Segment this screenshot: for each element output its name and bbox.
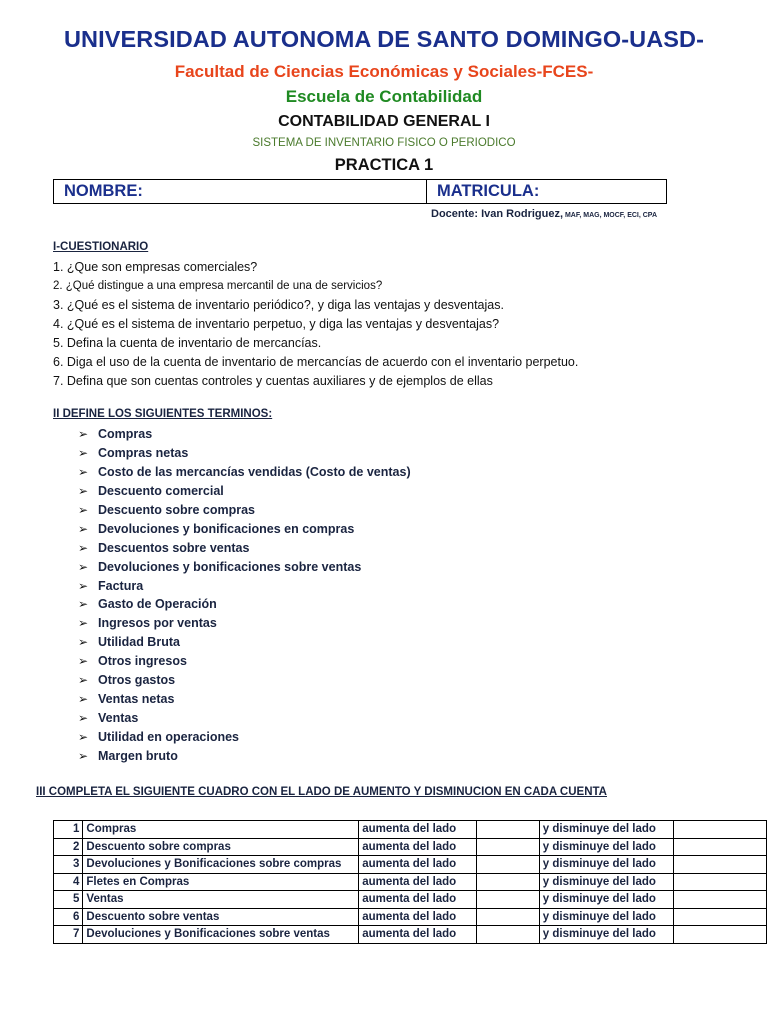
arrowhead-bullet-icon: ➢	[78, 730, 89, 744]
terms-list	[78, 425, 411, 766]
course-title: CONTABILIDAD GENERAL I	[278, 113, 490, 130]
increase-label: aumenta del lado	[359, 856, 477, 874]
term-label: Ventas netas	[98, 692, 175, 707]
decrease-label: y disminuye del lado	[539, 838, 673, 856]
term-label: Otros gastos	[98, 673, 176, 688]
term-label: Margen bruto	[98, 748, 178, 763]
list-item	[78, 463, 411, 482]
arrowhead-bullet-icon: ➢	[78, 427, 89, 441]
term-label: Compras netas	[98, 445, 189, 460]
table-row	[54, 926, 767, 944]
list-item	[78, 652, 411, 671]
increase-label: aumenta del lado	[359, 873, 477, 891]
cuestionario-heading: I-CUESTIONARIO	[53, 241, 149, 253]
cuadro-heading: III COMPLETA EL SIGUIENTE CUADRO CON EL LADO DE AUMENTO Y DISMINUCION EN CADA CUENTA	[36, 786, 607, 798]
table-row	[54, 908, 767, 926]
docente-name: Docente: Ivan Rodriguez,	[431, 208, 564, 220]
faculty-title: Facultad de Ciencias Económicas y Sociales-FCES-	[174, 62, 594, 81]
increase-label: aumenta del lado	[359, 821, 477, 839]
list-item	[78, 633, 411, 652]
term-label: Descuento comercial	[98, 483, 224, 498]
matricula-field[interactable]	[426, 179, 667, 204]
list-item	[78, 690, 411, 709]
term-label: Ingresos por ventas	[98, 616, 217, 631]
term-label: Gasto de Operación	[98, 597, 217, 612]
decrease-label: y disminuye del lado	[539, 856, 673, 874]
term-label: Otros ingresos	[98, 654, 187, 669]
decrease-label: y disminuye del lado	[539, 891, 673, 909]
list-item	[78, 520, 411, 539]
row-number: 2	[54, 838, 83, 856]
term-label: Utilidad en operaciones	[98, 730, 240, 744]
decrease-label: y disminuye del lado	[539, 926, 673, 944]
term-label: Costo de las mercancías vendidas (Costo de ventas)	[98, 464, 411, 479]
arrowhead-bullet-icon: ➢	[78, 464, 89, 479]
table-row	[54, 838, 767, 856]
increase-answer-cell[interactable]	[476, 873, 539, 891]
arrowhead-bullet-icon: ➢	[78, 502, 89, 517]
account-name: Descuento sobre ventas	[83, 908, 359, 926]
decrease-answer-cell[interactable]	[673, 873, 766, 891]
arrowhead-bullet-icon: ➢	[78, 540, 89, 555]
list-item: 5. Defina la cuenta de inventario de mercancías.	[53, 336, 322, 350]
list-item	[78, 595, 411, 614]
arrowhead-bullet-icon: ➢	[78, 673, 89, 688]
term-label: Devoluciones y bonificaciones sobre ventas	[98, 559, 362, 574]
increase-answer-cell[interactable]	[476, 891, 539, 909]
account-name: Devoluciones y Bonificaciones sobre ventas	[83, 926, 359, 944]
decrease-answer-cell[interactable]	[673, 908, 766, 926]
row-number: 1	[54, 821, 83, 839]
arrowhead-bullet-icon: ➢	[78, 597, 89, 612]
term-label: Ventas	[98, 711, 139, 726]
term-label: Devoluciones y bonificaciones en compras	[98, 521, 355, 536]
term-label: Descuento sobre compras	[98, 502, 255, 517]
arrowhead-bullet-icon: ➢	[78, 692, 89, 707]
table-row	[54, 891, 767, 909]
list-item	[78, 425, 411, 444]
arrowhead-bullet-icon: ➢	[78, 711, 89, 726]
list-item	[78, 709, 411, 728]
list-item	[78, 728, 411, 747]
account-name: Devoluciones y Bonificaciones sobre compras	[83, 856, 359, 874]
decrease-label: y disminuye del lado	[539, 908, 673, 926]
decrease-answer-cell[interactable]	[673, 856, 766, 874]
list-item	[78, 444, 411, 463]
increase-answer-cell[interactable]	[476, 838, 539, 856]
increase-label: aumenta del lado	[359, 891, 477, 909]
subject-title: SISTEMA DE INVENTARIO FISICO O PERIODICO	[252, 137, 516, 149]
table-row	[54, 856, 767, 874]
row-number: 7	[54, 926, 83, 944]
list-item	[78, 539, 411, 558]
decrease-label: y disminuye del lado	[539, 873, 673, 891]
table-row	[54, 873, 767, 891]
list-item	[78, 747, 411, 766]
accounts-table	[53, 820, 767, 944]
arrowhead-bullet-icon: ➢	[78, 521, 89, 536]
list-item: 7. Defina que son cuentas controles y cuentas auxiliares y de ejemplos de ellas	[53, 374, 493, 388]
account-name: Ventas	[83, 891, 359, 909]
decrease-answer-cell[interactable]	[673, 821, 766, 839]
arrowhead-bullet-icon: ➢	[78, 578, 89, 593]
increase-label: aumenta del lado	[359, 908, 477, 926]
arrowhead-bullet-icon: ➢	[78, 445, 89, 460]
arrowhead-bullet-icon: ➢	[78, 559, 89, 574]
arrowhead-bullet-icon: ➢	[78, 748, 89, 763]
term-label: Descuentos sobre ventas	[98, 540, 250, 555]
question-list	[53, 258, 578, 391]
increase-answer-cell[interactable]	[476, 821, 539, 839]
arrowhead-bullet-icon: ➢	[78, 616, 89, 631]
account-name: Compras	[83, 821, 359, 839]
practice-title: PRACTICA 1	[334, 156, 434, 174]
arrowhead-bullet-icon: ➢	[78, 635, 89, 650]
decrease-answer-cell[interactable]	[673, 891, 766, 909]
matricula-label: MATRICULA:	[437, 182, 540, 200]
university-title: UNIVERSIDAD AUTONOMA DE SANTO DOMINGO-UASD-	[63, 26, 705, 52]
list-item	[78, 482, 411, 501]
list-item: 6. Diga el uso de la cuenta de inventario de mercancías de acuerdo con el inventario perpetuo.	[53, 355, 579, 369]
row-number: 4	[54, 873, 83, 891]
arrowhead-bullet-icon: ➢	[78, 483, 89, 498]
list-item	[78, 614, 411, 633]
nombre-label: NOMBRE:	[64, 182, 143, 200]
increase-answer-cell[interactable]	[476, 908, 539, 926]
decrease-answer-cell[interactable]	[673, 926, 766, 944]
list-item	[78, 577, 411, 596]
increase-label: aumenta del lado	[359, 926, 477, 944]
row-number: 3	[54, 856, 83, 874]
row-number: 6	[54, 908, 83, 926]
decrease-label: y disminuye del lado	[539, 821, 673, 839]
list-item: 1. ¿Que son empresas comerciales?	[53, 260, 258, 274]
list-item: 4. ¿Qué es el sistema de inventario perpetuo, y diga las ventajas y desventajas?	[53, 317, 500, 331]
account-name: Fletes en Compras	[83, 873, 359, 891]
docente-degrees: MAF, MAG, MOCF, ECI, CPA	[563, 212, 658, 219]
increase-answer-cell[interactable]	[476, 856, 539, 874]
account-name: Descuento sobre compras	[83, 838, 359, 856]
arrowhead-bullet-icon: ➢	[78, 654, 89, 669]
nombre-field[interactable]	[53, 179, 427, 204]
list-item: 2. ¿Qué distingue a una empresa mercantil de una de servicios?	[53, 280, 383, 292]
term-label: Factura	[98, 578, 144, 593]
school-title: Escuela de Contabilidad	[285, 87, 483, 106]
decrease-answer-cell[interactable]	[673, 838, 766, 856]
term-label: Compras	[98, 427, 153, 441]
docente-line	[431, 208, 657, 220]
list-item: 3. ¿Qué es el sistema de inventario periódico?, y diga las ventajas y desventajas.	[53, 298, 504, 312]
list-item	[78, 558, 411, 577]
increase-answer-cell[interactable]	[476, 926, 539, 944]
terminos-heading: II DEFINE LOS SIGUIENTES TERMINOS:	[53, 408, 273, 420]
table-row	[54, 821, 767, 839]
term-label: Utilidad Bruta	[98, 635, 180, 650]
list-item	[78, 501, 411, 520]
list-item	[78, 671, 411, 690]
increase-label: aumenta del lado	[359, 838, 477, 856]
row-number: 5	[54, 891, 83, 909]
